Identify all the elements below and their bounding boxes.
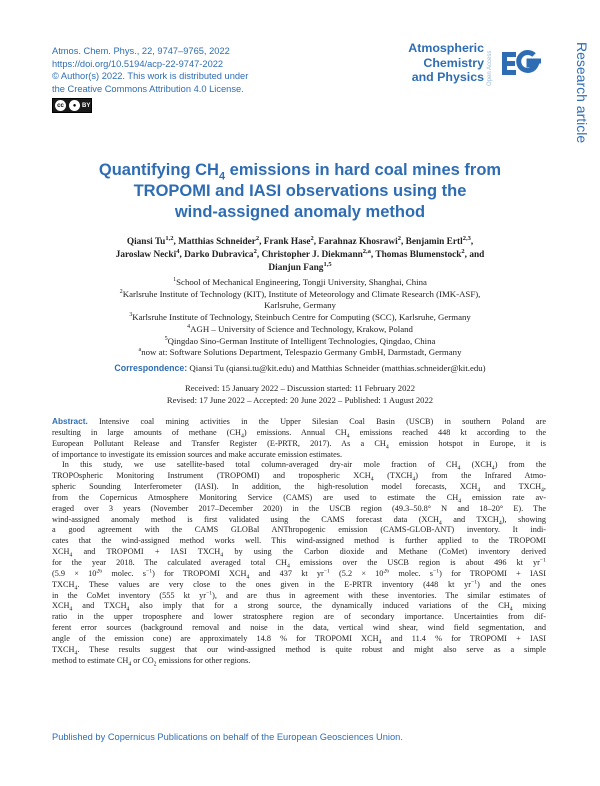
citation-block: [52, 45, 248, 95]
journal-name-line-3: and Physics: [411, 70, 484, 85]
affiliation-4: $^4$AGH – University of Science and Technology, Krakow, Poland: [187, 323, 413, 334]
title-line-1: Quantifying $CH_4$ emissions in hard coal mines from: [98, 161, 502, 183]
abstract-line: for the year 2018. The calculated averaged total $CH_4$ emissions over the USCB region is about 496 kt $yr^{-1}$: [52, 557, 546, 569]
dates-line-1: Received: 15 January 2022 – Discussion started: 11 February 2022: [185, 383, 415, 393]
dates-line-2: Revised: 17 June 2022 – Accepted: 20 June 2022 – Published: 1 August 2022: [166, 394, 434, 405]
affiliation-5: $^5$Qingdao Sino-German Institute of Intelligent Technologies, Qingdao, China: [164, 335, 436, 346]
affiliation-list: [80, 277, 520, 359]
abstract-line: $XCH_4$ and $TXCH_4$ also imply that for a strong source, the dynamically induced variations of the $CH_4$ mixing: [52, 601, 546, 613]
license-line[interactable]: the Creative Commons Attribution 4.0 License.: [52, 83, 244, 94]
article-type-label: Research article: [574, 42, 590, 144]
publication-dates: [60, 383, 540, 406]
abstract-line: of importance to investigate its emission sources and make accurate emission estimates.: [52, 449, 343, 459]
correspondence: [60, 363, 540, 373]
journal-name: [392, 41, 484, 85]
cc-by-license-badge[interactable]: [52, 98, 92, 113]
journal-reference: Atmos. Chem. Phys., 22, 9747–9765, 2022: [52, 46, 230, 56]
doi-link[interactable]: https://doi.org/10.5194/acp-22-9747-2022: [52, 58, 224, 69]
egu-e-icon: [502, 52, 516, 75]
title-line-2: TROPOMI and IASI observations using the: [133, 182, 467, 200]
author-list: [75, 236, 525, 274]
abstract-line: spheric Sounding Interferometer (IASI). In addition, the high-resolution model forecasts, $XCH_4$ and $TXCH_4$,: [52, 482, 546, 493]
abstract-line: angle of the emission cone) are approximately 14.8 % for TROPOMI $XCH_4$ and 11.4 % for TROPOMI + IASI: [52, 633, 546, 645]
abstract-heading: Abstract.: [52, 417, 88, 426]
cc-icon: cc: [55, 100, 66, 111]
title-line-3: wind-assigned anomaly method: [174, 203, 426, 221]
person-icon: ●: [69, 100, 80, 111]
abstract-line: resulting in large amounts of methane $(CH_4)$ emissions. Annual $CH_4$ emissions reached 448 kt according to the: [52, 427, 546, 439]
affiliation-2: $^2$Karlsruhe Institute of Technology (KIT), Institute of Meteorology and Climate Research (IMK-ASF),: [119, 288, 481, 299]
paper-title: [60, 160, 540, 223]
abstract-line: Abstract. Intensive coal mining activities in the Upper Silesian Coal Basin (USCB) in southern Poland are: [52, 417, 546, 426]
affiliation-2-cont: Karlsruhe, Germany: [264, 300, 336, 311]
correspondence-label: Correspondence:: [114, 363, 188, 373]
abstract-line: In this study, we use satellite-based total column-averaged dry-air mole fraction of $CH_4$ $(XCH_4)$ from the: [62, 460, 546, 472]
abstract-line: wind-assigned anomaly method is first validated using the CAMS forecast data ($XCH_4$ and $TXCH_4$), showing: [52, 514, 546, 526]
open-access-text: Open Access: [487, 50, 493, 86]
affiliation-1: $^1$School of Mechanical Engineering, Tongji University, Shanghai, China: [173, 277, 427, 287]
affiliation-3: $^3$Karlsruhe Institute of Technology, Steinbuch Centre for Computing (SCC), Karlsruhe, Germany: [129, 312, 471, 323]
abstract-line: ferent error sources (background removal and noise in the data, vertical wind shear, wind field segmentation, and: [52, 623, 546, 633]
abstract-line: $XCH_4$ and TROPOMI + IASI $TXCH_4$ by using the Carbon dioxide and Methane (CoMet) inventory derived: [52, 547, 546, 558]
abstract-line: in the CoMet inventory (555 kt $yr^{-1}$), and are thus in agreement with these inventories. The similar estimates of: [52, 590, 546, 600]
abstract-line: eraged over 3 years (November 2017–December 2020) in the USCB region (49.3–50.8° N and 18–20° E). The: [52, 503, 546, 513]
abstract-line: cates that the wind-assigned method works well. This wind-assigned method is further applied to the TROPOMI: [52, 536, 546, 546]
journal-name-line-2: Chemistry: [423, 55, 484, 70]
abstract-line: from the Copernicus Atmosphere Monitoring Service (CAMS) are used to estimate the $CH_4$ emission rate av-: [52, 492, 546, 504]
author-line-3: Dianjun Fang$^{1,5}$: [268, 260, 332, 273]
author-line-2: Jaroslaw Necki$^4$, Darko Dubravica$^2$, Christopher J. Diekmann$^{2,a}$, Thomas Blumenstock$^2$, and: [115, 247, 485, 260]
abstract-line: $TXCH_4$. These values are very close to the ones given in the E-PRTR inventory (448 kt $yr^{-1}$) and the ones: [52, 579, 546, 591]
open-access-label: [484, 40, 494, 88]
correspondence-text[interactable]: Qiansi Tu (qiansi.tu@kit.edu) and Matthias Schneider (matthias.schneider@kit.edu): [189, 363, 486, 373]
abstract-line: $TXCH_4$. These results suggest that our wind-assigned method is quite robust and might also serve as a simple: [52, 644, 546, 656]
affiliation-now-at: $^a$now at: Software Solutions Department, Telespazio Germany GmbH, Darmstadt, Germany: [138, 347, 462, 358]
egu-logo: [494, 46, 550, 80]
copyright-line: © Author(s) 2022. This work is distributed under: [52, 71, 249, 82]
abstract-line: ($5.9 \times 10^{26}$ molec. $s^{-1}$) for TROPOMI $XCH_4$ and 437 kt $yr^{-1}$ ($5.2 \times 10^{26}$ molec. $s^{-1}$) for TROPOMI + IASI: [52, 568, 546, 580]
abstract-line: European Pollutant Release and Transfer Register (E-PRTR, 2017). As a $CH_4$ emission hotspot in Europe, it is: [52, 438, 546, 450]
abstract-line: TROPOspheric Monitoring Instrument (TROPOMI) and tropospheric $XCH_4$ $(TXCH_4)$ from the Infrared Atmo-: [52, 471, 546, 483]
abstract-line: a good agreement with the CAMS GLOBal ANThropogenic emission (CAMS-GLOB-ANT) inventory. It indi-: [52, 525, 546, 535]
by-label: BY: [82, 102, 91, 109]
abstract-line: ratio in the upper troposphere and lower stratosphere region are of secondary importance. Uncertainties from dif-: [52, 612, 546, 622]
abstract: [52, 417, 546, 666]
journal-name-line-1: Atmospheric: [408, 41, 484, 55]
publisher-footer: Published by Copernicus Publications on behalf of the European Geosciences Union.: [52, 732, 403, 742]
author-line-1: Qiansi Tu$^{1,2}$, Matthias Schneider$^2$, Frank Hase$^2$, Farahnaz Khosrawi$^2$, Benjamin Ertl$^{2,3}$,: [126, 234, 474, 247]
abstract-line: method to estimate $CH_4$ or $CO_2$ emissions for other regions.: [52, 655, 251, 668]
